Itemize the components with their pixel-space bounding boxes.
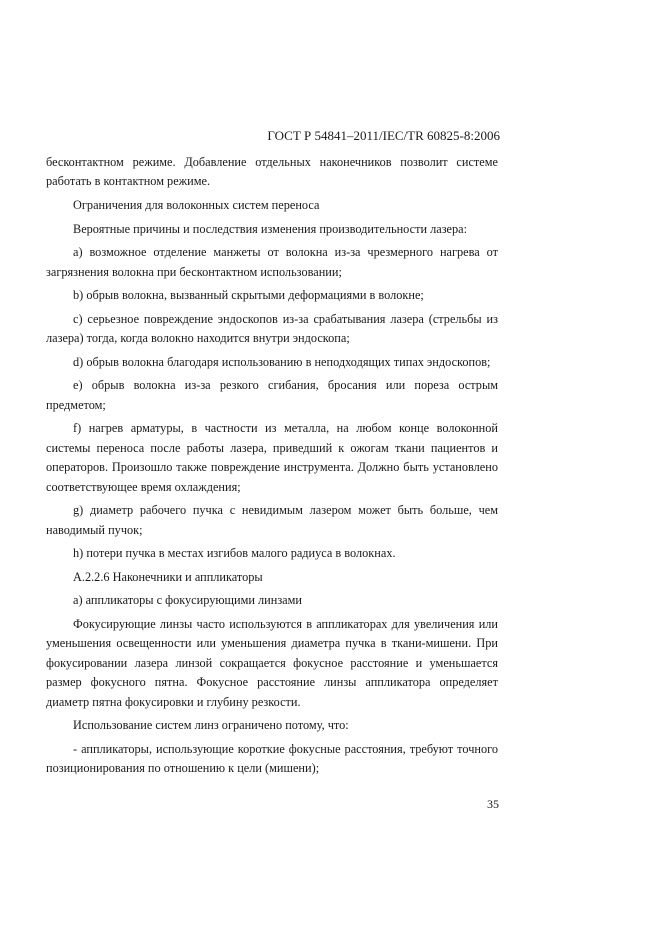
list-item: d) обрыв волокна благодаря использованию в неподходящих типах эндоскопов; <box>73 354 491 369</box>
paragraph: Вероятные причины и последствия изменения производительности лазера: <box>73 221 468 236</box>
section-heading: А.2.2.6 Наконечники и аппликаторы <box>73 569 263 584</box>
list-item: b) обрыв волокна, вызванный скрытыми деформациями в волокне; <box>73 288 424 303</box>
list-item: h) потери пучка в местах изгибов малого радиуса в волокнах. <box>73 546 396 561</box>
list-item: а) возможное отделение манжеты от волокна из-за чрезмерного нагрева от загрязнения волокна при бесконтактном использовании; <box>46 245 498 279</box>
page-number: 35 <box>487 797 499 811</box>
document-header: ГОСТ Р 54841–2011/IEC/TR 60825-8:2006 <box>267 128 500 143</box>
paragraph: бесконтактном режиме. Добавление отдельных наконечников позволит системе работать в контактном режиме. <box>46 155 498 189</box>
paragraph: Ограничения для волоконных систем переноса <box>73 198 320 212</box>
list-item: с) серьезное повреждение эндоскопов из-за срабатывания лазера (стрельбы из лазера) тогда, когда волокно находится внутри эндоскопа; <box>46 311 498 346</box>
paragraph: Фокусирующие линзы часто используются в аппликаторах для увеличения или уменьшения освещенности или уменьшения диаметра пучка в ткани-мишени. При фокусировании лазера линзой сокращается фокусное расстояние и уменьшается размер фокусного пятна. Фокусное расстояние линзы аппликатора определяет диаметр пятна фокусировки и глубину резкости. <box>46 616 498 709</box>
list-item: е) обрыв волокна из-за резкого сгибания, бросания или пореза острым предметом; <box>46 378 498 412</box>
page-body <box>46 153 498 783</box>
paragraph: Использование систем линз ограничено потому, что: <box>73 718 349 733</box>
list-item: f) нагрев арматуры, в частности из металла, на любом конце волоконной системы переноса после работы лазера, приведший к ожогам ткани пациентов и операторов. Произошло также повреждение инструмента. Должно быть установлено соответствующее время охлаждения; <box>46 421 498 494</box>
list-item: g) диаметр рабочего пучка с невидимым лазером может быть больше, чем наводимый пучок; <box>46 503 498 537</box>
list-item: а) аппликаторы с фокусирующими линзами <box>73 593 302 608</box>
list-item: - аппликаторы, использующие короткие фокусные расстояния, требуют точного позиционирования по отношению к цели (мишени); <box>46 741 498 776</box>
